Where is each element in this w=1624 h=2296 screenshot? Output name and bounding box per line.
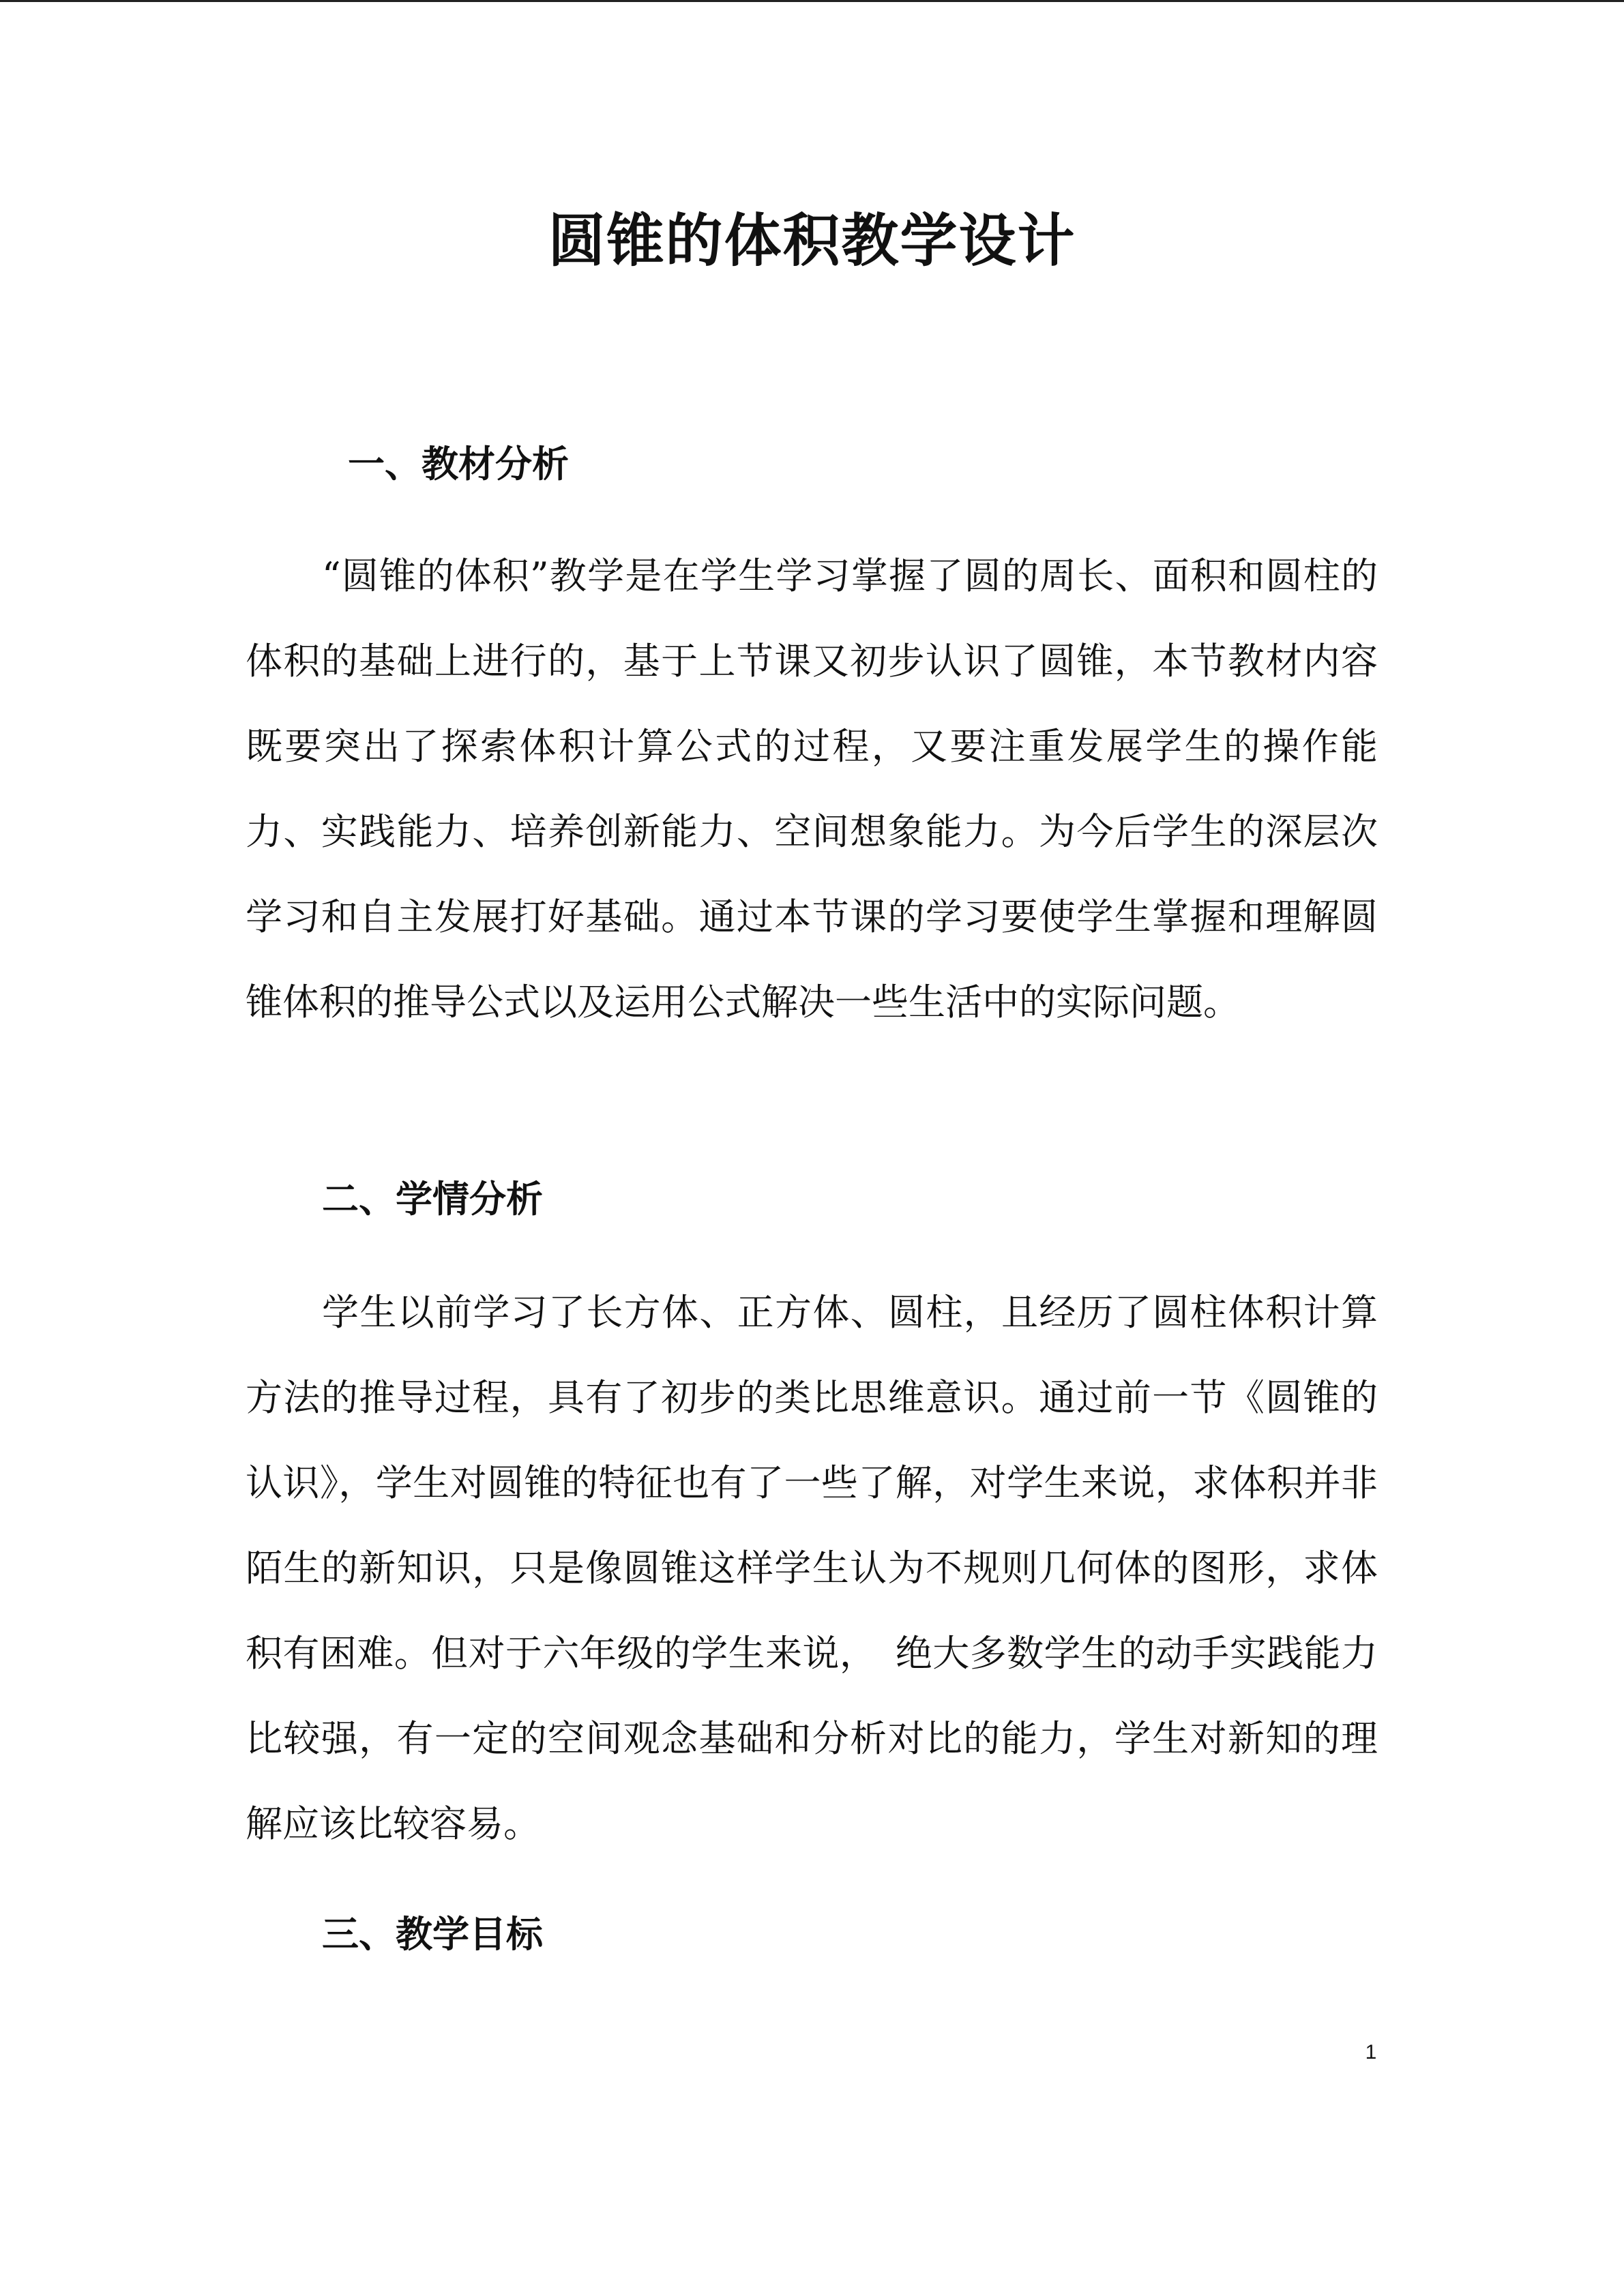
document-title: 圆锥的体积教学设计 <box>548 207 1076 274</box>
section-heading-textbook-analysis: 一、教材分析 <box>348 442 569 486</box>
section-paragraph-student-analysis: 学生以前学习了长方体、正方体、圆柱，且经历了圆柱体积计算方法的推导过程，具有了初步的类比思维意识。通过前一节《圆锥的认识》，学生对圆锥的特征也有了一些了解，对学生来说，求体积并非陌生的新知识，只是像圆锥这样学生认为不规则几何体的图形，求体积有困难。但对于六年级的学生来说， 绝大多数学生的动手实践能力比较强，有一定的空间观念基础和分析对比的能力，学生对新知的理解应该比较容易。 <box>246 1291 1378 1845</box>
page-number: 1 <box>1365 2041 1377 2063</box>
section-heading-student-analysis: 二、学情分析 <box>322 1177 543 1221</box>
section-heading-teaching-objectives: 三、教学目标 <box>322 1912 543 1956</box>
section-paragraph-textbook-analysis: “圆锥的体积”教学是在学生学习掌握了圆的周长、面积和圆柱的体积的基础上进行的，基于上节课又初步认识了圆锥，本节教材内容既要突出了探索体积计算公式的过程，又要注重发展学生的操作能力、实践能力、培养创新能力、空间想象能力。为今后学生的深层次学习和自主发展打好基础。通过本节课的学习要使学生掌握和理解圆锥体积的推导公式以及运用公式解决一些生活中的实际问题。 <box>246 554 1378 1024</box>
